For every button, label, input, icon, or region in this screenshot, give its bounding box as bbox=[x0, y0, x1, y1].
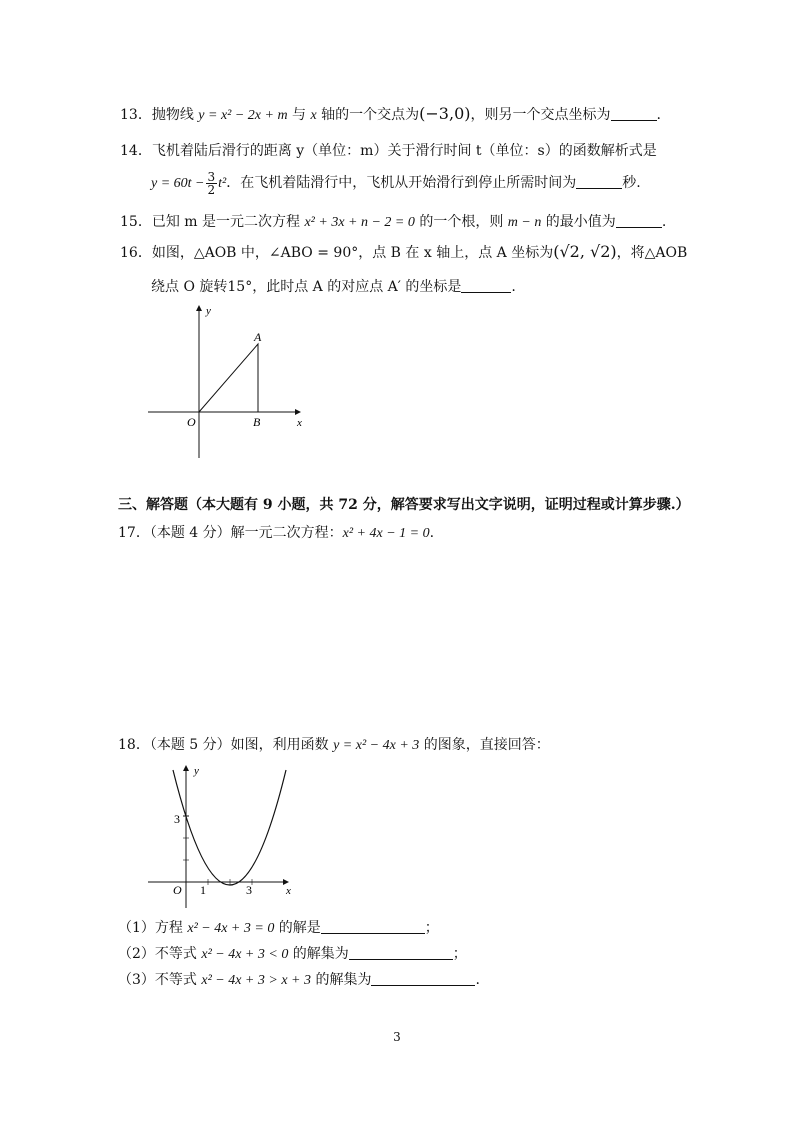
figure-triangle-aob bbox=[140, 300, 320, 465]
question-18-part-2 bbox=[118, 944, 467, 965]
answer-blank[interactable] bbox=[371, 971, 475, 986]
question-14-line-2 bbox=[151, 170, 641, 197]
question-text: 已知 m 是一元二次方程 bbox=[151, 214, 305, 230]
answer-blank[interactable] bbox=[611, 106, 657, 121]
question-18 bbox=[118, 735, 550, 756]
section-heading-text: 三、解答题（本大题有 9 小题，共 72 分，解答要求写出文字说明，证明过程或计算步骤.） bbox=[118, 497, 690, 513]
sub-question-text: 的解集为 bbox=[288, 946, 349, 962]
punctuation: . bbox=[429, 525, 435, 541]
question-number: 18． bbox=[118, 737, 150, 753]
unit-text: 秒. bbox=[622, 175, 641, 191]
inequality-expression: x² − 4x + 3 < 0 bbox=[201, 947, 289, 962]
answer-blank[interactable] bbox=[576, 174, 622, 189]
point-b-label: B bbox=[253, 415, 261, 429]
question-text: 与 bbox=[287, 107, 311, 123]
answer-blank[interactable] bbox=[349, 945, 453, 960]
intersection-point: (−3,0) bbox=[419, 104, 471, 123]
equation-expression: x² + 4x − 1 = 0 bbox=[342, 526, 430, 541]
question-18-part-1 bbox=[118, 918, 439, 939]
question-15 bbox=[120, 212, 666, 233]
punctuation: . bbox=[511, 279, 516, 295]
point-coordinates: (√2, √2) bbox=[553, 242, 617, 261]
question-text: 绕点 O 旋转15°，此时点 A 的对应点 A′ 的坐标是 bbox=[151, 279, 462, 295]
answer-blank[interactable] bbox=[321, 919, 425, 934]
question-text: 如图，△AOB 中，∠ABO = 90°，点 B 在 x 轴上，点 A 坐标为 bbox=[151, 245, 554, 261]
sub-question-text: （1）方程 bbox=[118, 920, 188, 936]
punctuation: ； bbox=[452, 946, 467, 962]
function-expression: y = x² − 4x + 3 bbox=[333, 738, 420, 753]
function-expression: y = 60t − bbox=[151, 176, 205, 191]
punctuation: ； bbox=[424, 920, 439, 936]
x-axis-label: x bbox=[297, 417, 302, 429]
question-number: 13． bbox=[120, 107, 152, 123]
expression: m − n bbox=[507, 215, 542, 230]
fraction-denominator: 2 bbox=[207, 182, 216, 197]
question-14-line-1 bbox=[120, 141, 657, 161]
answer-blank[interactable] bbox=[616, 213, 662, 228]
equation-expression: x² − 4x + 3 = 0 bbox=[187, 921, 275, 936]
question-text: 抛物线 bbox=[151, 107, 199, 123]
question-text: ．在飞机着陆滑行中，飞机从开始滑行到停止所需时间为 bbox=[226, 175, 577, 191]
point-a-label: A bbox=[254, 330, 262, 344]
question-text: 的图象，直接回答： bbox=[419, 737, 550, 753]
inequality-expression: x² − 4x + 3 > x + 3 bbox=[201, 973, 311, 988]
question-16-line-2 bbox=[151, 277, 516, 297]
parabola-curve bbox=[173, 770, 286, 885]
figure-parabola bbox=[140, 760, 300, 910]
question-18-part-3 bbox=[118, 970, 480, 991]
fraction bbox=[206, 171, 218, 196]
question-16-line-1 bbox=[120, 242, 687, 263]
point-o-label: O bbox=[187, 415, 196, 429]
triangle-aob bbox=[199, 344, 258, 412]
sub-question-text: （3）不等式 bbox=[118, 972, 202, 988]
parabola-expression: y = x² − 2x + m bbox=[198, 108, 288, 123]
question-text: ，则另一个交点坐标为 bbox=[470, 107, 611, 123]
question-number: 14． bbox=[120, 143, 152, 159]
punctuation: . bbox=[656, 107, 661, 123]
punctuation: . bbox=[475, 972, 480, 988]
sub-question-text: 的解集为 bbox=[311, 972, 372, 988]
equation-expression: x² + 3x + n − 2 = 0 bbox=[304, 215, 415, 230]
fraction-numerator: 3 bbox=[207, 169, 216, 184]
origin-label: O bbox=[173, 883, 182, 897]
question-text: （本题 5 分）如图，利用函数 bbox=[149, 737, 334, 753]
punctuation: . bbox=[661, 214, 667, 230]
sub-question-text: （2）不等式 bbox=[118, 946, 202, 962]
y-tick-label-3: 3 bbox=[174, 812, 180, 826]
question-text: 轴的一个交点为 bbox=[316, 107, 420, 123]
x-variable: x bbox=[310, 108, 317, 123]
page-number: 3 bbox=[393, 1030, 401, 1044]
x-axis-label: x bbox=[286, 885, 291, 897]
y-axis-label: y bbox=[194, 765, 199, 777]
question-text: ，将△AOB bbox=[616, 245, 688, 261]
x-tick-label-1: 1 bbox=[200, 883, 206, 897]
question-text: 的最小值为 bbox=[541, 214, 616, 230]
question-number: 15． bbox=[120, 214, 152, 230]
function-expression: t² bbox=[218, 176, 227, 191]
sub-question-text: 的解是 bbox=[274, 920, 321, 936]
answer-blank[interactable] bbox=[461, 278, 511, 293]
question-text: 的一个根，则 bbox=[414, 214, 508, 230]
question-number: 17． bbox=[118, 525, 150, 541]
section-3-heading bbox=[118, 495, 690, 515]
question-number: 16． bbox=[120, 245, 152, 261]
question-17 bbox=[118, 523, 434, 544]
x-tick-label-3: 3 bbox=[246, 883, 252, 897]
y-axis-label: y bbox=[206, 305, 211, 317]
question-text: 飞机着陆后滑行的距离 y（单位：m）关于滑行时间 t（单位：s）的函数解析式是 bbox=[151, 143, 657, 159]
question-13 bbox=[120, 104, 661, 126]
question-text: （本题 4 分）解一元二次方程： bbox=[149, 525, 343, 541]
